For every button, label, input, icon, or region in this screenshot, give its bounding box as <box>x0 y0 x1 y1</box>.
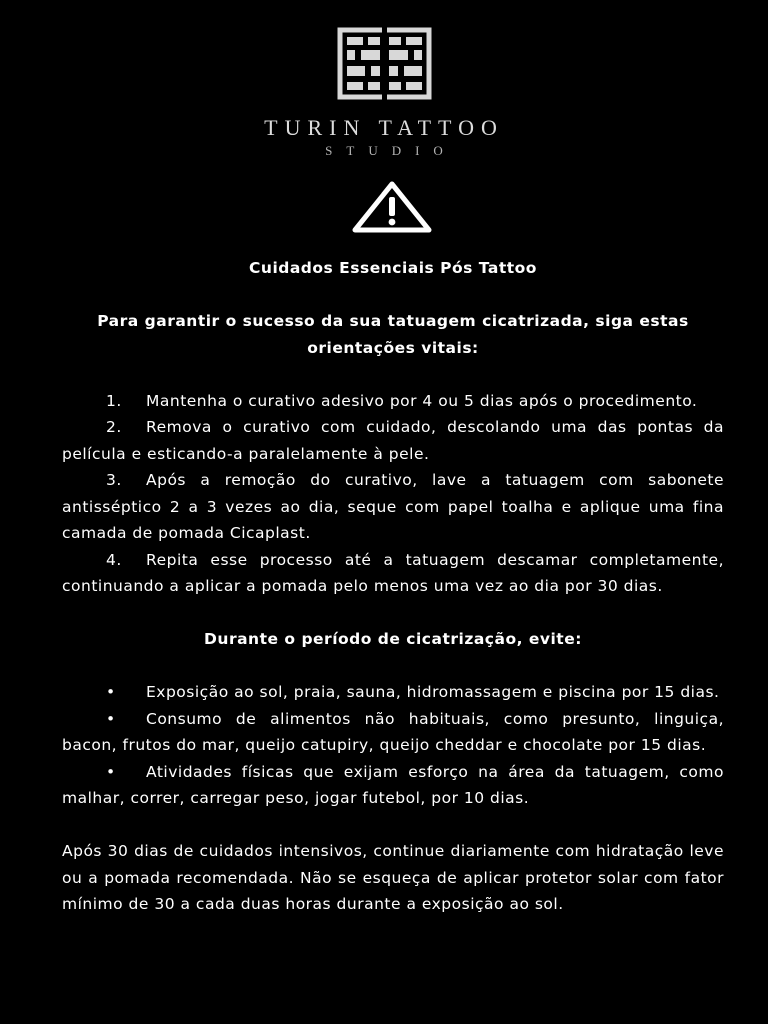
page-title: Cuidados Essenciais Pós Tattoo <box>249 259 537 277</box>
list-item <box>62 706 724 759</box>
list-item <box>62 467 724 547</box>
list-item-text: Mantenha o curativo adesivo por 4 ou 5 dias após o procedimento. <box>146 391 698 410</box>
list-item <box>62 414 724 467</box>
geometric-grid-logo-icon <box>337 27 432 100</box>
bullet-marker: • <box>106 683 116 701</box>
care-instructions <box>62 255 724 918</box>
list-item-text: Repita esse processo até a tatuagem descamar completamente, continuando a aplicar a pomada pelo menos uma vez ao dia por 30 dias. <box>62 550 724 595</box>
list-item <box>62 388 724 415</box>
list-item-text: Consumo de alimentos não habituais, como presunto, linguiça, bacon, frutos do mar, queijo catupiry, queijo cheddar e chocolate por 15 dias. <box>62 709 724 754</box>
brand-subtitle: STUDIO <box>325 143 457 158</box>
list-item-text: Atividades físicas que exijam esforço na área da tatuagem, como malhar, correr, carregar peso, jogar futebol, por 10 dias. <box>62 762 724 807</box>
closing-text: Após 30 dias de cuidados intensivos, continue diariamente com hidratação leve ou a pomada recomendada. Não se esqueça de aplicar protetor solar com fator mínimo de 30 a cada duas horas durante a exposição ao sol. <box>62 842 724 913</box>
list-item <box>62 679 724 706</box>
avoid-heading: Durante o período de cicatrização, evite: <box>204 630 582 648</box>
list-marker: 3. <box>106 471 122 489</box>
list-item-text: Após a remoção do curativo, lave a tatuagem com sabonete antisséptico 2 a 3 vezes ao dia, seque com papel toalha e aplique uma fina camada de pomada Cicaplast. <box>62 471 724 542</box>
list-item <box>62 759 724 812</box>
bullet-marker: • <box>106 709 116 728</box>
bullet-marker: • <box>106 762 116 781</box>
list-marker: 2. <box>106 418 122 436</box>
list-item <box>62 547 724 600</box>
list-item-text: Exposição ao sol, praia, sauna, hidromassagem e piscina por 15 dias. <box>146 683 720 701</box>
intro-text: Para garantir o sucesso da sua tatuagem cicatrizada, siga estas orientações vitais: <box>97 312 689 357</box>
list-marker: 1. <box>106 391 122 410</box>
brand-name: TURIN TATTOO <box>264 115 504 140</box>
list-item-text: Remova o curativo com cuidado, descolando uma das pontas da película e esticando-a paralelamente à pele. <box>62 418 724 463</box>
list-marker: 4. <box>106 550 122 569</box>
warning-triangle-icon <box>351 180 433 234</box>
